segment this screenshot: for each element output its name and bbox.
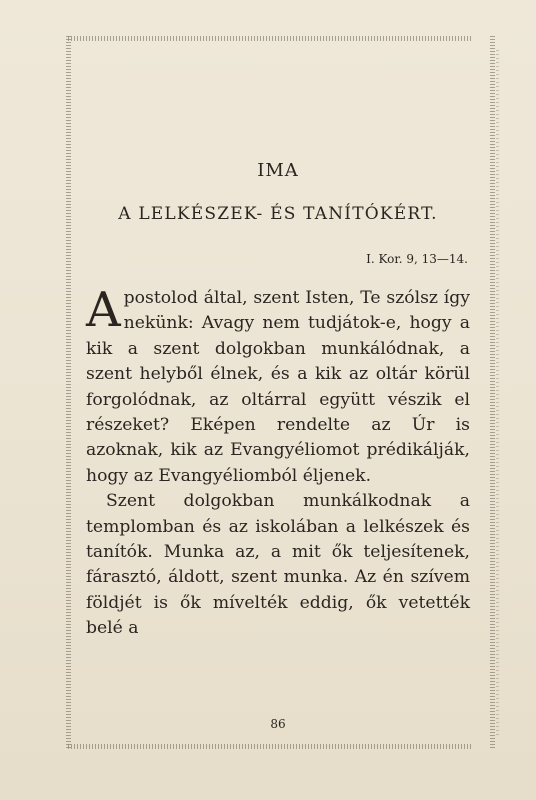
decorative-frame-right <box>490 36 495 749</box>
paragraph-1-text: postolod által, szent Isten, Te szólsz így nekünk: Avagy nem tudjátok-e, hogy a kik a szent dolgokban munkálódnak, a szent helyből élnek, és a kik az oltár körül forgolódnak, az oltárral együtt vészik el részeket? Eképen rendelte az Úr is azoknak, kik az Evangyéliomot prédikálják, hogy az Evangyéliomból éljenek. <box>86 288 470 486</box>
paragraph-1 <box>86 282 470 489</box>
paragraph-2: Szent dolgokban munkálkodnak a templomban és az iskolában a lelkészek és tanítók. Munka az, a mit ők teljesítenek, fárasztó, áldott, szent munka. Az én szívem földjét is ők mívelték eddig, ők vetették belé a <box>86 491 470 639</box>
decorative-frame-right-outer <box>496 50 499 735</box>
decorative-frame-left <box>66 36 71 749</box>
decorative-frame-bottom <box>68 744 472 749</box>
drop-cap: A <box>86 282 121 338</box>
prayer-title: A LELKÉSZEK- ÉS TANÍTÓKÉRT. <box>118 204 438 224</box>
decorative-frame-top <box>68 36 472 41</box>
section-title: IMA <box>257 160 299 181</box>
page-number: 86 <box>270 717 286 731</box>
prayer-body <box>86 282 470 642</box>
bible-reference: I. Kor. 9, 13—14. <box>366 252 468 266</box>
